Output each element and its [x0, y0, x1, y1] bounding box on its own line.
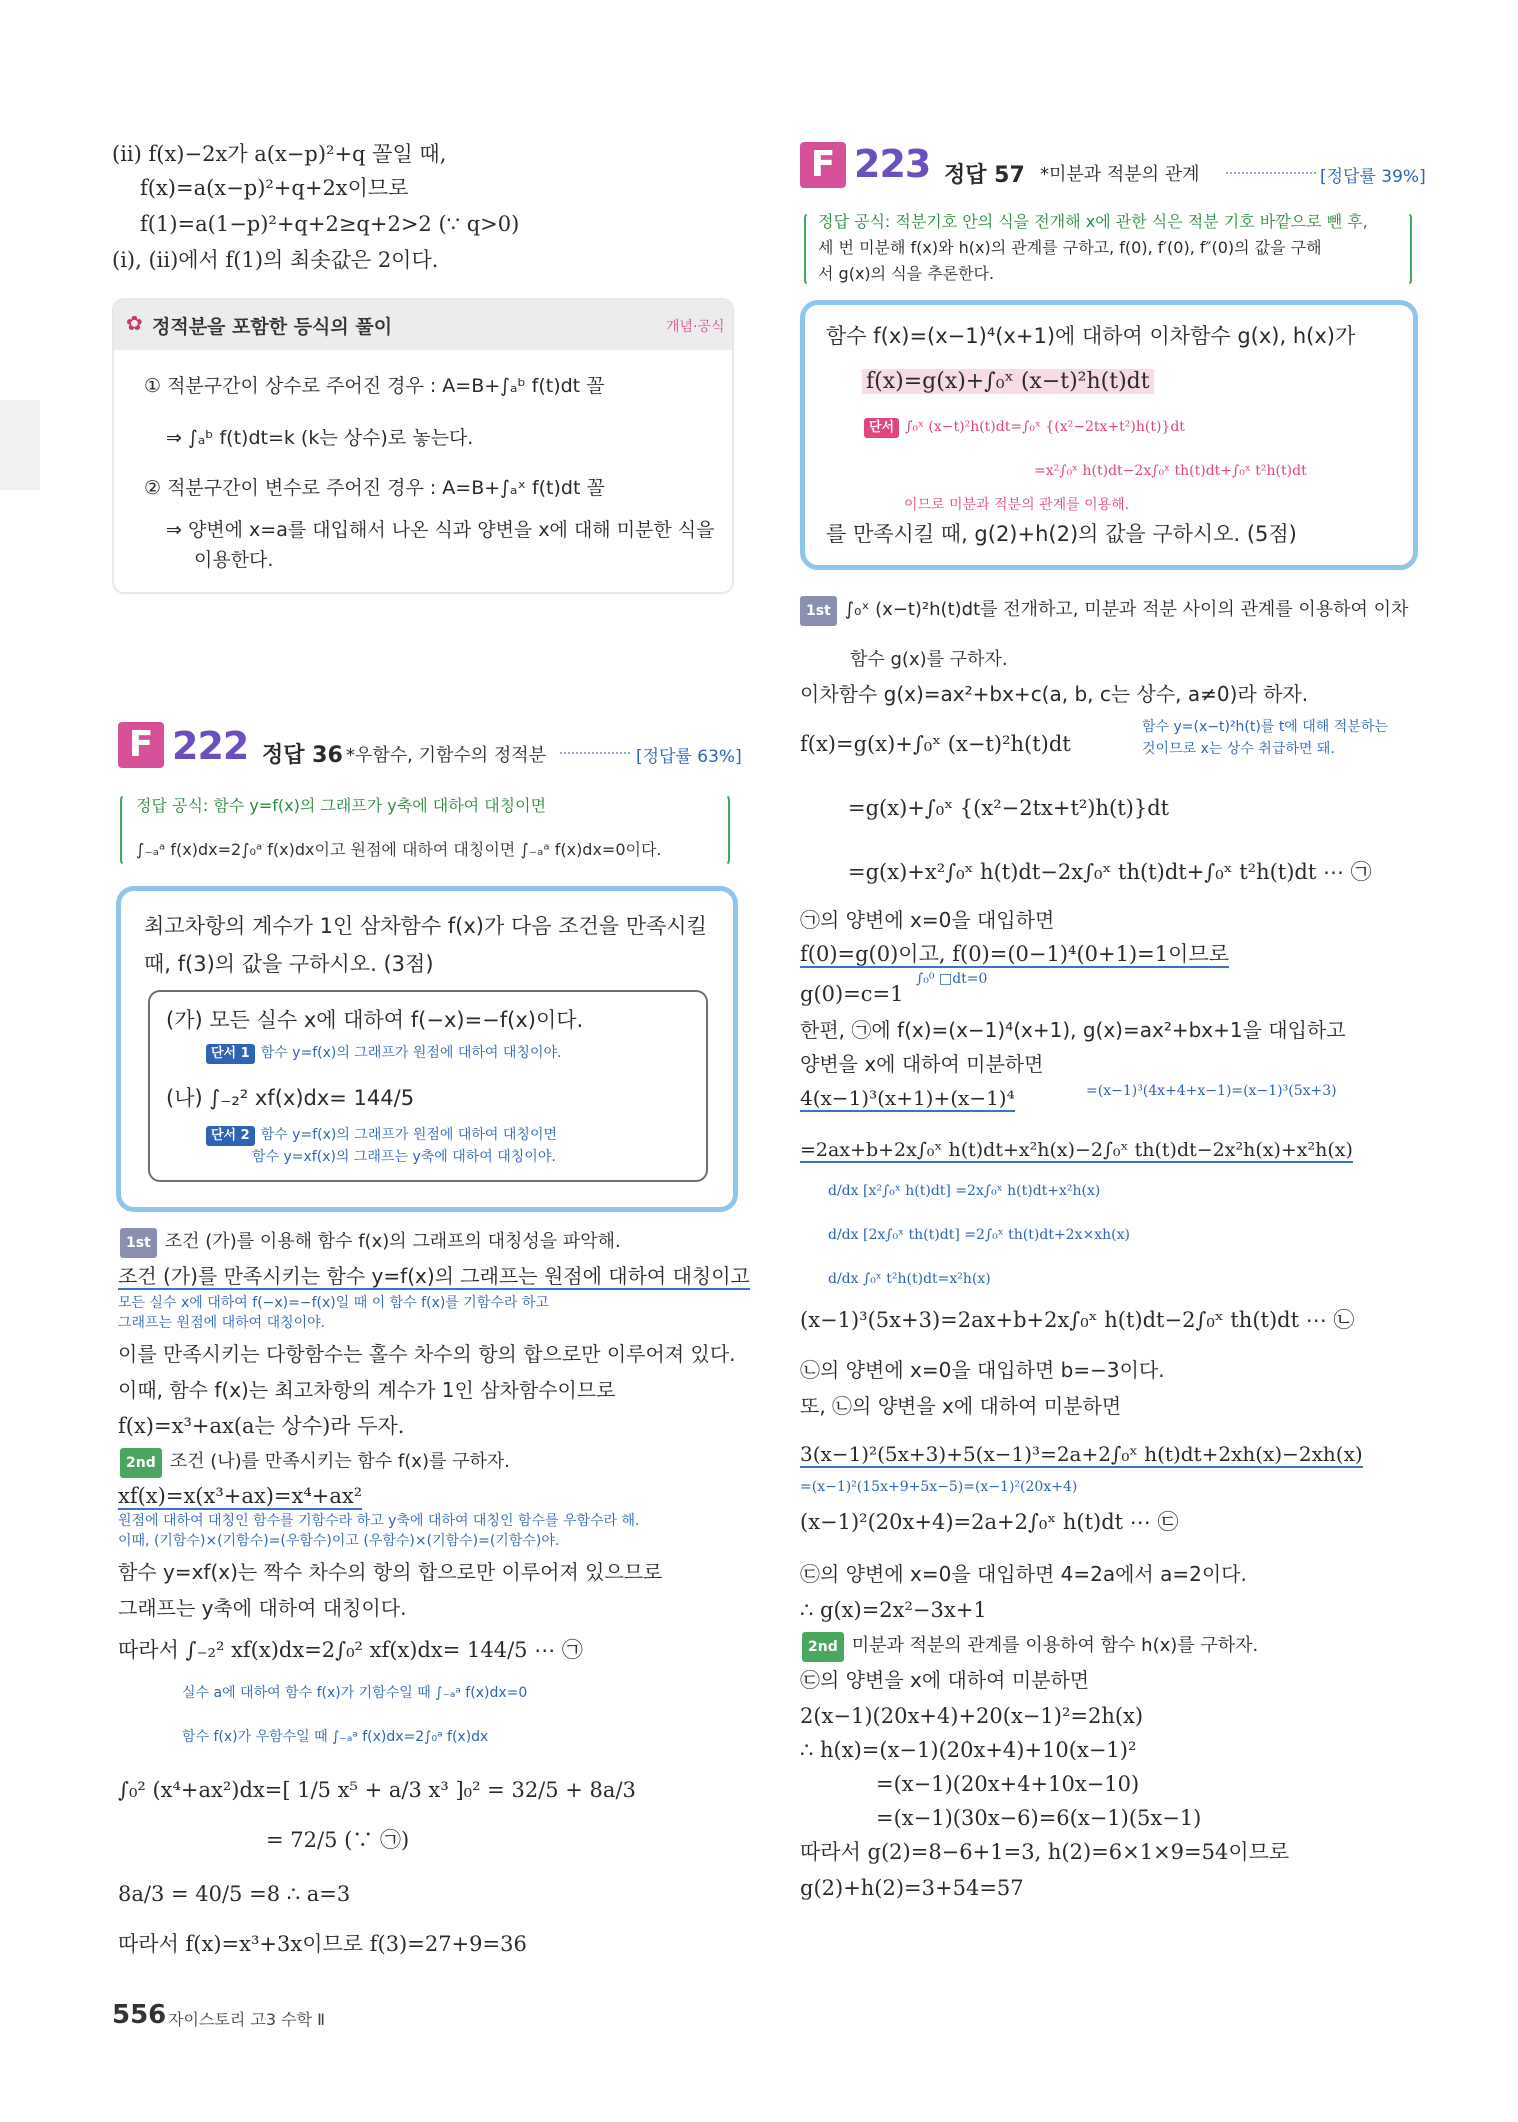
hint-222-line-1: 정답 공식: 함수 y=f(x)의 그래프가 y축에 대하여 대칭이면	[136, 796, 547, 815]
sol223-a-11: =2ax+b+2x∫₀ˣ h(t)dt+x²h(x)−2∫₀ˣ th(t)dt−2x²h(x)+x²h(x)	[800, 1139, 1353, 1161]
question-223-eq: f(x)=g(x)+∫₀ˣ (x−t)²h(t)dt	[862, 369, 1154, 394]
sol222b-line-3: 이때, (기함수)×(기함수)=(우함수)이고 (우함수)×(기함수)=(기함수)야.	[118, 1533, 560, 1549]
sol222b-line-5: 그래프는 y축에 대하여 대칭이다.	[118, 1596, 407, 1620]
question-222-line-2: 때, f(3)의 값을 구하시오. (3점)	[144, 952, 434, 976]
sol222-line-6: f(x)=x³+ax(a는 상수)라 두자.	[118, 1414, 405, 1438]
sol223-a-8: 한편, ㉠에 f(x)=(x−1)⁴(x+1), g(x)=ax²+bx+1을 대입하고	[800, 1018, 1346, 1042]
sol222-line-1: 조건 (가)를 만족시키는 함수 y=f(x)의 그래프는 원점에 대하여 대칭이고	[118, 1264, 750, 1288]
clue-223-row	[864, 418, 1185, 438]
step2-223	[802, 1632, 1258, 1662]
problem-number-223: 223	[854, 142, 931, 186]
deriv-note-1: d/dx [x²∫₀ˣ h(t)dt] =2x∫₀ˣ h(t)dt+x²h(x)	[828, 1183, 1101, 1199]
clue1-text: 함수 y=f(x)의 그래프가 원점에 대하여 대칭이야.	[260, 1045, 562, 1061]
sol222-line-4: 이를 만족시키는 다항함수는 홀수 차수의 항의 합으로만 이루어져 있다.	[118, 1342, 736, 1366]
page-fold-shadow	[0, 400, 40, 490]
sol223-a-4: =g(x)+x²∫₀ˣ h(t)dt−2x∫₀ˣ th(t)dt+∫₀ˣ t²h(t)dt ⋯ ㉠	[848, 860, 1372, 884]
question-223-top: 함수 f(x)=(x−1)⁴(x+1)에 대하여 이차함수 g(x), h(x)가	[826, 324, 1356, 348]
deriv-note-3: d/dx ∫₀ˣ t²h(t)dt=x²h(x)	[828, 1271, 991, 1287]
concept-line-3: ② 적분구간이 변수로 주어진 경우 : A=B+∫ₐˣ f(t)dt 꼴	[144, 477, 605, 499]
condition-na: (나) ∫₋₂² xf(x)dx= 144/5	[166, 1086, 415, 1110]
hint-223-line-1-text: 정답 공식: 적분기호 안의 식을 전개해 x에 관한 식은 적분 기호 바깥으로 뺀 후,	[818, 212, 1368, 231]
clue-223-c: 이므로 미분과 적분의 관계를 이용해.	[904, 497, 1130, 513]
clue1-tag: 단서 1	[206, 1044, 255, 1064]
sol223-c-3: ∴ h(x)=(x−1)(20x+4)+10(x−1)²	[800, 1738, 1137, 1762]
question-222-line-1: 최고차항의 계수가 1인 삼차함수 f(x)가 다음 조건을 만족시킬	[144, 914, 707, 938]
sol222b-line-10: = 72/5 (∵ ㉠)	[266, 1828, 410, 1852]
sol223-c-5: =(x−1)(30x−6)=6(x−1)(5x−1)	[876, 1806, 1202, 1830]
sol223-b-1: (x−1)³(5x+3)=2ax+b+2x∫₀ˣ h(t)dt−2∫₀ˣ th(t)dt ⋯ ㉡	[800, 1308, 1355, 1332]
sol222b-line-2: 원점에 대하여 대칭인 함수를 기함수라 하고 y축에 대하여 대칭인 함수를 우함수라 해.	[118, 1513, 640, 1529]
sol223-c-1: ㉢의 양변을 x에 대하여 미분하면	[800, 1668, 1090, 1692]
sol223-a-10: 4(x−1)³(x+1)+(x−1)⁴	[800, 1086, 1015, 1110]
sol222b-line-9: ∫₀² (x⁴+ax²)dx=[ 1/5 x⁵ + a/3 x³ ]₀² = 32/5 + 8a/3	[118, 1778, 636, 1802]
step1-223	[800, 596, 1408, 626]
sol222b-line-8: 함수 f(x)가 우함수일 때 ∫₋ₐᵃ f(x)dx=2∫₀ᵃ f(x)dx	[182, 1729, 489, 1745]
sol223-a-3: =g(x)+∫₀ˣ {(x²−2tx+t²)h(t)}dt	[848, 796, 1170, 820]
step2-222	[120, 1448, 510, 1478]
sol222b-line-4: 함수 y=xf(x)는 짝수 차수의 항의 합으로만 이루어져 있으므로	[118, 1560, 663, 1584]
sol223-c-2: 2(x−1)(20x+4)+20(x−1)²=2h(x)	[800, 1704, 1144, 1728]
sol223-a-7: g(0)=c=1	[800, 982, 904, 1006]
question-223-bottom: 를 만족시킬 때, g(2)+h(2)의 값을 구하시오. (5점)	[826, 522, 1297, 546]
step1-text-222: 조건 (가)를 이용해 함수 f(x)의 그래프의 대칭성을 파악해.	[164, 1231, 621, 1252]
note-expand: =(x−1)³(4x+4+x−1)=(x−1)³(5x+3)	[1086, 1083, 1337, 1099]
rate-223: [정답률 39%]	[1320, 167, 1426, 187]
hint-222-line-2: ∫₋ₐᵃ f(x)dx=2∫₀ᵃ f(x)dx이고 원점에 대하여 대칭이면 ∫₋ₐᵃ f(x)dx=0이다.	[136, 840, 662, 859]
sol223-b-7: ㉢의 양변에 x=0을 대입하면 4=2a에서 a=2이다.	[800, 1562, 1247, 1586]
sol223-a-2: f(x)=g(x)+∫₀ˣ (x−t)²h(t)dt	[800, 732, 1071, 756]
topic-222: *우함수, 기함수의 정적분	[346, 745, 547, 766]
hint-223-line-1	[818, 212, 1368, 232]
left-top-line-3: f(1)=a(1−p)²+q+2≥q+2>2 (∵ q>0)	[140, 212, 520, 236]
sol222b-line-7: 실수 a에 대하여 함수 f(x)가 기함수일 때 ∫₋ₐᵃ f(x)dx=0	[182, 1685, 528, 1701]
dotted-leader-223	[1226, 172, 1316, 174]
step1-222	[120, 1228, 621, 1258]
concept-title: 정적분을 포함한 등식의 풀이	[152, 316, 393, 338]
clue-223-tag: 단서	[864, 418, 899, 438]
step1-text-223-a: ∫₀ˣ (x−t)²h(t)dt를 전개하고, 미분과 적분 사이의 관계를 이용하여 이차	[844, 599, 1409, 620]
problem-badge-223: F	[800, 142, 846, 188]
concept-line-2: ⇒ ∫ₐᵇ f(t)dt=k (k는 상수)로 놓는다.	[166, 427, 474, 449]
concept-tag: 개념·공식	[666, 319, 725, 335]
step1-tag-222: 1st	[120, 1228, 157, 1258]
sol223-b-2: ㉡의 양변에 x=0을 대입하면 b=−3이다.	[800, 1358, 1165, 1382]
sol223-a-9: 양변을 x에 대하여 미분하면	[800, 1052, 1044, 1076]
sol223-a-6: f(0)=g(0)이고, f(0)=(0−1)⁴(0+1)=1이므로	[800, 942, 1229, 966]
concept-line-4: ⇒ 양변에 x=a를 대입해서 나온 식과 양변을 x에 대해 미분한 식을	[166, 519, 715, 541]
sol222b-line-11: 8a/3 = 40/5 =8 ∴ a=3	[118, 1882, 351, 1906]
sol223-c-7: g(2)+h(2)=3+54=57	[800, 1876, 1024, 1900]
hint-223-line-2: 세 번 미분해 f(x)와 h(x)의 관계를 구하고, f(0), f′(0), f″(0)의 값을 구해	[818, 238, 1322, 257]
sol222-line-5: 이때, 함수 f(x)는 최고차항의 계수가 1인 삼차함수이므로	[118, 1378, 616, 1402]
clue2-text-a: 함수 y=f(x)의 그래프가 원점에 대하여 대칭이면	[260, 1127, 557, 1143]
hint-223-line-3: 서 g(x)의 식을 추론한다.	[818, 264, 995, 283]
sol223-b-4: 3(x−1)²(5x+3)+5(x−1)³=2a+2∫₀ˣ h(t)dt+2xh(x)−2xh(x)	[800, 1442, 1363, 1466]
step2-text-222: 조건 (나)를 만족시키는 함수 f(x)를 구하자.	[169, 1451, 510, 1472]
sol222-line-2: 모든 실수 x에 대하여 f(−x)=−f(x)일 때 이 함수 f(x)를 기함수라 하고	[118, 1295, 549, 1311]
flower-icon: ✿	[126, 311, 143, 335]
clue2-text-b: 함수 y=xf(x)의 그래프는 y축에 대하여 대칭이야.	[252, 1149, 556, 1165]
page-number: 556	[112, 2000, 167, 2030]
rate-222: [정답률 63%]	[636, 747, 742, 767]
sol223-b-3: 또, ㉡의 양변을 x에 대하여 미분하면	[800, 1394, 1122, 1418]
clue-223-a: ∫₀ˣ (x−t)²h(t)dt=∫₀ˣ {(x²−2tx+t²)h(t)}dt	[905, 419, 1185, 435]
left-top-line-2: f(x)=a(x−p)²+q+2x이므로	[140, 176, 409, 200]
sol223-b-5: =(x−1)²(15x+9+5x−5)=(x−1)²(20x+4)	[800, 1479, 1078, 1495]
answer-223: 정답 57	[944, 163, 1025, 188]
problem-number-222: 222	[172, 724, 249, 768]
clue2-row	[206, 1126, 557, 1146]
sol222b-line-1: xf(x)=x(x³+ax)=x⁴+ax²	[118, 1484, 363, 1508]
concept-line-1: ① 적분구간이 상수로 주어진 경우 : A=B+∫ₐᵇ f(t)dt 꼴	[144, 375, 605, 397]
sol222b-line-12: 따라서 f(x)=x³+3x이므로 f(3)=27+9=36	[118, 1932, 527, 1956]
step2-tag-223: 2nd	[802, 1632, 844, 1662]
dotted-leader-222	[560, 752, 630, 754]
concept-line-5: 이용한다.	[194, 549, 274, 571]
condition-ga: (가) 모든 실수 x에 대하여 f(−x)=−f(x)이다.	[166, 1008, 584, 1032]
sol223-a-5: ㉠의 양변에 x=0을 대입하면	[800, 908, 1055, 932]
concept-box	[112, 298, 734, 594]
answer-222: 정답 36	[262, 743, 343, 768]
clue-223-b: =x²∫₀ˣ h(t)dt−2x∫₀ˣ th(t)dt+∫₀ˣ t²h(t)dt	[1034, 463, 1307, 479]
step2-tag-222: 2nd	[120, 1448, 162, 1478]
left-top-line-1: (ii) f(x)−2x가 a(x−p)²+q 꼴일 때,	[112, 142, 447, 166]
sol223-c-4: =(x−1)(20x+4+10x−10)	[876, 1772, 1140, 1796]
deriv-note-2: d/dx [2x∫₀ˣ th(t)dt] =2∫₀ˣ th(t)dt+2x×xh(x)	[828, 1227, 1130, 1243]
book-title: 자이스토리 고3 수학 Ⅱ	[168, 2010, 325, 2029]
step2-text-223: 미분과 적분의 관계를 이용하여 함수 h(x)를 구하자.	[851, 1635, 1259, 1656]
sol223-c-6: 따라서 g(2)=8−6+1=3, h(2)=6×1×9=54이므로	[800, 1840, 1290, 1864]
problem-badge-222: F	[118, 722, 164, 768]
left-top-line-4: (i), (ii)에서 f(1)의 최솟값은 2이다.	[112, 248, 439, 272]
clue1-row	[206, 1044, 561, 1064]
note-zero: ∫₀⁰ □dt=0	[916, 971, 988, 987]
step1-text-223-b: 함수 g(x)를 구하자.	[850, 649, 1008, 670]
sol222-line-3: 그래프는 원점에 대하여 대칭이야.	[118, 1315, 326, 1331]
sol222b-line-6: 따라서 ∫₋₂² xf(x)dx=2∫₀² xf(x)dx= 144/5 ⋯ ㉠	[118, 1638, 583, 1662]
clue2-tag: 단서 2	[206, 1126, 255, 1146]
note-side-1: 함수 y=(x−t)²h(t)를 t에 대해 적분하는	[1142, 719, 1388, 735]
sol223-b-6: (x−1)²(20x+4)=2a+2∫₀ˣ h(t)dt ⋯ ㉢	[800, 1510, 1179, 1534]
note-side-2: 것이므로 x는 상수 취급하면 돼.	[1142, 741, 1335, 757]
sol223-a-1: 이차함수 g(x)=ax²+bx+c(a, b, c는 상수, a≠0)라 하자.	[800, 682, 1309, 706]
step1-tag-223: 1st	[800, 596, 837, 626]
topic-223: *미분과 적분의 관계	[1040, 164, 1200, 185]
sol223-b-8: ∴ g(x)=2x²−3x+1	[800, 1598, 987, 1622]
